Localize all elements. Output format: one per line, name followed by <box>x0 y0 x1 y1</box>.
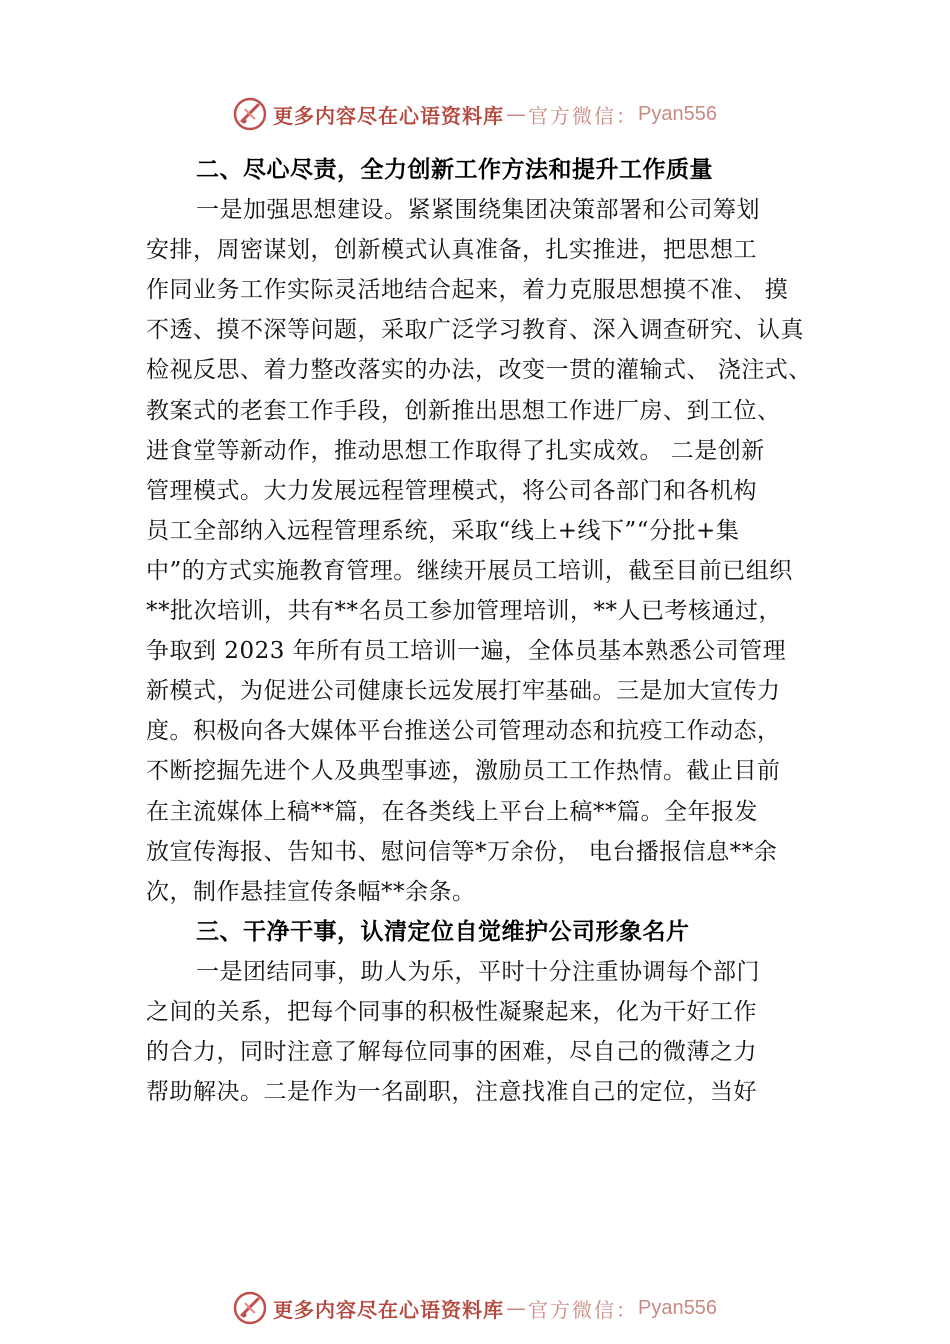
header-brand-text: 更多内容尽在心语资料库 <box>273 103 505 128</box>
paragraph-line: 不断挖掘先进个人及典型事迹，激励员工工作热情。截止目前 <box>146 758 781 785</box>
brand-logo-icon <box>233 97 267 131</box>
paragraph-line: 教案式的老套工作手段，创新推出思想工作进厂房、到工位、 <box>146 397 781 424</box>
header-official-label: 官方微信： <box>528 103 639 128</box>
paragraph-line: 员工全部纳入远程管理系统，采取“线上+线下”“分批+集 <box>146 517 740 544</box>
section-heading: 二、尽心尽责，全力创新工作方法和提升工作质量 <box>196 157 713 183</box>
paragraph-line: 放宣传海报、告知书、慰问信等*万余份， 电台播报信息**余 <box>146 838 778 865</box>
paragraph-line: 管理模式。大力发展远程管理模式，将公司各部门和各机构 <box>146 477 757 504</box>
footer-watermark <box>0 1290 950 1326</box>
section-heading: 三、干净干事，认清定位自觉维护公司形象名片 <box>196 918 690 945</box>
footer-official-label: 官方微信： <box>528 1297 639 1322</box>
paragraph-line: 一是加强思想建设。紧紧围绕集团决策部署和公司筹划 <box>196 197 760 224</box>
header-dash: — <box>506 102 527 126</box>
paragraph-line: 作同业务工作实际灵活地结合起来，着力克服思想摸不准、 摸 <box>146 277 789 304</box>
paragraph-line: 安排，周密谋划，创新模式认真准备，扎实推进，把思想工 <box>146 237 757 264</box>
paragraph-line: 不透、摸不深等问题，采取广泛学习教育、深入调查研究、认真 <box>146 317 804 344</box>
footer-dash: — <box>506 1296 527 1320</box>
footer-brand-text: 更多内容尽在心语资料库 <box>273 1297 505 1322</box>
paragraph-line: 争取到 2023 年所有员工培训一遍，全体员基本熟悉公司管理 <box>146 638 787 665</box>
paragraph-line: 帮助解决。二是作为一名副职，注意找准自己的定位，当好 <box>146 1079 757 1106</box>
paragraph-line: 之间的关系，把每个同事的积极性凝聚起来，化为干好工作 <box>146 998 757 1025</box>
paragraph-line: **批次培训，共有**名员工参加管理培训，**人已考核通过， <box>146 598 782 625</box>
paragraph-line: 次，制作悬挂宣传条幅**余条。 <box>146 878 476 905</box>
paragraph-line: 度。积极向各大媒体平台推送公司管理动态和抗疫工作动态， <box>146 718 781 745</box>
paragraph-line: 检视反思、着力整改落实的办法，改变一贯的灌输式、 浇注式、 <box>146 357 812 384</box>
document-body <box>146 150 836 1112</box>
footer-wechat-id: Pyan556 <box>638 1296 717 1319</box>
paragraph-line: 新模式，为促进公司健康长远发展打牢基础。三是加大宣传力 <box>146 678 781 705</box>
header-watermark <box>0 96 950 132</box>
brand-logo-icon <box>233 1291 267 1325</box>
paragraph-line: 进食堂等新动作，推动思想工作取得了扎实成效。 二是创新 <box>146 437 765 464</box>
header-wechat-id: Pyan556 <box>638 102 717 125</box>
paragraph-line: 中”的方式实施教育管理。继续开展员工培训，截至目前已组织 <box>146 557 793 584</box>
paragraph-line: 一是团结同事，助人为乐，平时十分注重协调每个部门 <box>196 958 760 985</box>
paragraph-line: 的合力，同时注意了解每位同事的困难，尽自己的微薄之力 <box>146 1039 757 1066</box>
paragraph-line: 在主流媒体上稿**篇，在各类线上平台上稿**篇。全年报发 <box>146 798 758 825</box>
